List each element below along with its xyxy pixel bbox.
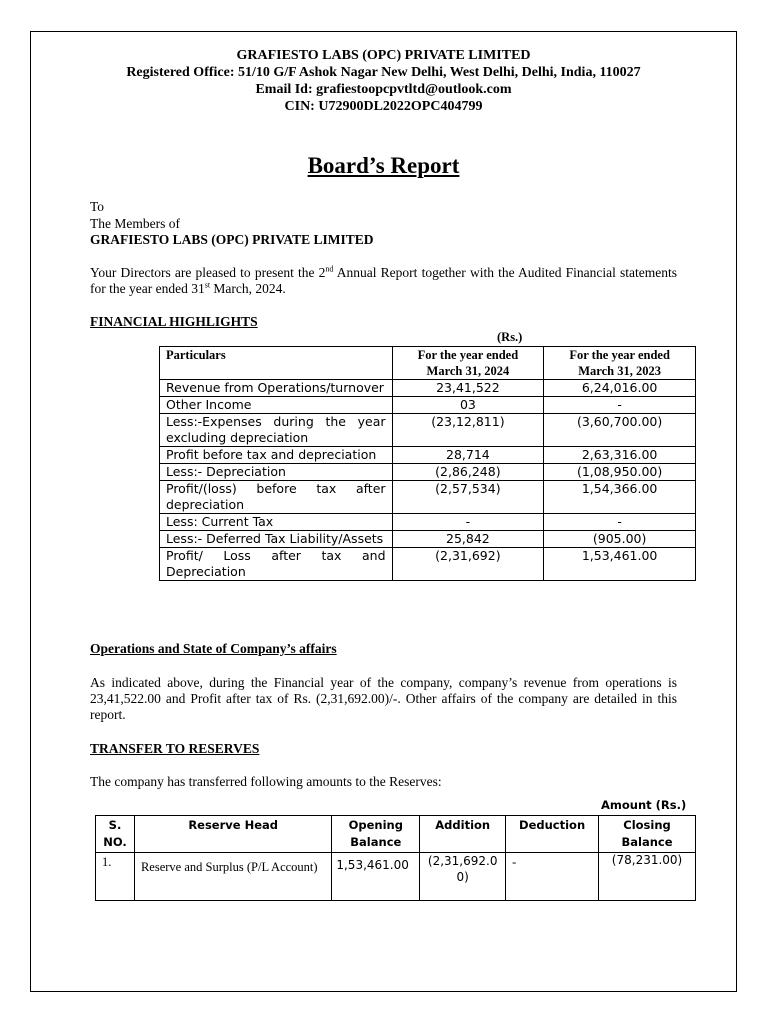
address-company: GRAFIESTO LABS (OPC) PRIVATE LIMITED [90, 232, 374, 247]
row-label: Less: Current Tax [160, 514, 393, 531]
row-value-2023: - [544, 514, 696, 531]
row-label: Profit before tax and depreciation [160, 447, 393, 464]
report-title: Board’s Report [307, 153, 460, 178]
company-email: Email Id: grafiestoopcpvtltd@outlook.com [255, 82, 512, 97]
table-row [160, 447, 696, 464]
col-particulars: Particulars [160, 347, 393, 380]
row-value-2023: 1,53,461.00 [544, 548, 696, 581]
table-row [160, 414, 696, 447]
row-label: Profit/(loss) before tax after depreciation [160, 481, 393, 514]
col-deduction: Deduction [506, 816, 599, 853]
table-row [160, 531, 696, 548]
row-opening-balance: 1,53,461.00 [332, 853, 420, 901]
row-label: Profit/ Loss after tax and Depreciation [160, 548, 393, 581]
row-value-2024: - [392, 514, 544, 531]
row-value-2024: (2,86,248) [392, 464, 544, 481]
financial-unit: (Rs.) [497, 330, 523, 344]
col-reserve-head: Reserve Head [134, 816, 331, 853]
company-cin: CIN: U72900DL2022OPC404799 [284, 99, 483, 114]
intro-paragraph: Your Directors are pleased to present the 2nd Annual Report together with the Audited Financial statements for the year ended 31st March, 2024. [90, 264, 678, 296]
table-row [96, 853, 696, 901]
operations-paragraph: As indicated above, during the Financial year of the company, company’s revenue from operations is 23,41,522.00 and Profit after tax of Rs. (2,31,692.00)/-. Other affairs of the company are detailed in this report. [90, 675, 677, 722]
col-year-2024: For the year ended March 31, 2024 [392, 347, 544, 380]
row-value-2023: (3,60,700.00) [544, 414, 696, 447]
row-value-2023: - [544, 397, 696, 414]
row-label: Less:-Expenses during the year excluding depreciation [160, 414, 393, 447]
col-year-2023: For the year ended March 31, 2023 [544, 347, 696, 380]
row-reserve-head: Reserve and Surplus (P/L Account) [134, 853, 331, 901]
row-value-2024: 03 [392, 397, 544, 414]
row-label: Less:- Deferred Tax Liability/Assets [160, 531, 393, 548]
row-sno: 1. [96, 853, 135, 901]
table-row [160, 481, 696, 514]
table-row [160, 464, 696, 481]
row-value-2023: (905.00) [544, 531, 696, 548]
row-value-2024: 25,842 [392, 531, 544, 548]
financial-highlights-table [159, 346, 696, 581]
address-members: The Members of [90, 216, 180, 231]
col-opening-balance: Opening Balance [332, 816, 420, 853]
row-label: Revenue from Operations/turnover [160, 380, 393, 397]
reserves-table [95, 815, 696, 901]
address-to: To [90, 199, 105, 214]
row-label: Less:- Depreciation [160, 464, 393, 481]
row-addition: (2,31,692.00) [420, 853, 506, 901]
table-header-row [96, 816, 696, 853]
row-value-2024: (23,12,811) [392, 414, 544, 447]
row-value-2024: 23,41,522 [392, 380, 544, 397]
col-closing-balance: Closing Balance [599, 816, 696, 853]
row-value-2023: (1,08,950.00) [544, 464, 696, 481]
row-value-2023: 1,54,366.00 [544, 481, 696, 514]
row-deduction: - [506, 853, 599, 901]
row-value-2023: 2,63,316.00 [544, 447, 696, 464]
row-label: Other Income [160, 397, 393, 414]
table-row [160, 397, 696, 414]
row-value-2024: 28,714 [392, 447, 544, 464]
row-closing-balance: (78,231.00) [599, 853, 696, 901]
col-sno: S. NO. [96, 816, 135, 853]
financial-highlights-heading: FINANCIAL HIGHLIGHTS [90, 314, 258, 329]
reserves-heading: TRANSFER TO RESERVES [90, 741, 260, 756]
row-value-2024: (2,31,692) [392, 548, 544, 581]
row-value-2024: (2,57,534) [392, 481, 544, 514]
row-value-2023: 6,24,016.00 [544, 380, 696, 397]
operations-heading: Operations and State of Company’s affairs [90, 641, 337, 656]
company-name: GRAFIESTO LABS (OPC) PRIVATE LIMITED [236, 48, 531, 63]
table-row [160, 514, 696, 531]
company-header [31, 47, 736, 115]
table-row [160, 548, 696, 581]
registered-office: Registered Office: 51/10 G/F Ashok Nagar New Delhi, West Delhi, Delhi, India, 110027 [126, 65, 641, 80]
col-addition: Addition [420, 816, 506, 853]
table-row [160, 380, 696, 397]
reserves-intro: The company has transferred following amounts to the Reserves: [90, 774, 442, 789]
reserves-unit: Amount (Rs.) [601, 798, 687, 812]
table-header-row [160, 347, 696, 380]
